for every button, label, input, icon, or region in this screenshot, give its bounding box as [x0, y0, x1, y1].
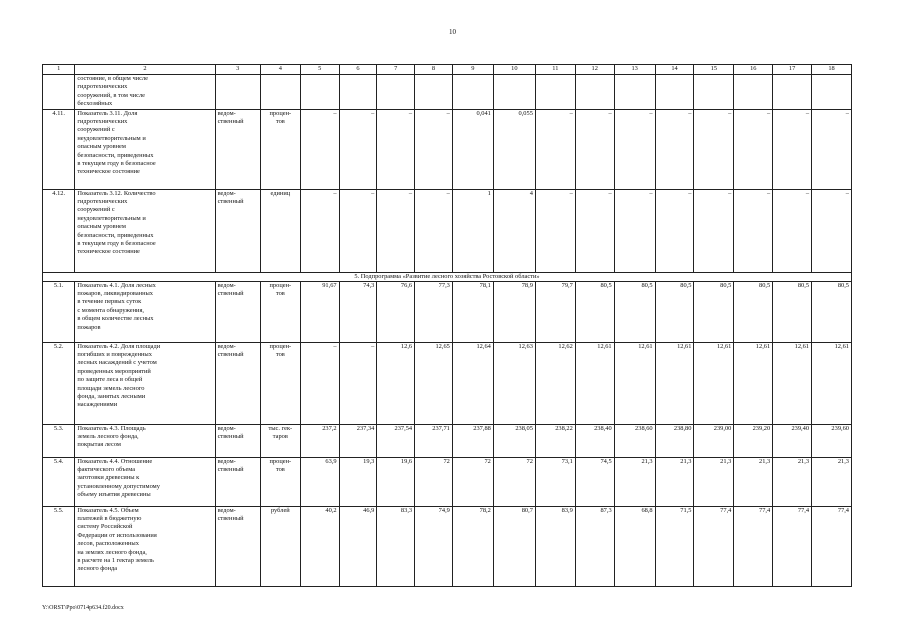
- value-cell: 71,5: [655, 506, 694, 586]
- value-cell: 77,4: [773, 506, 812, 586]
- value-cell: 237,2: [300, 424, 339, 457]
- section-title: 5. Подпрограмма «Развитие лесного хозяйства Ростовской области»: [43, 272, 852, 281]
- value-cell: –: [812, 189, 852, 272]
- indicator-type-cell: ведом- ственный: [215, 342, 260, 424]
- value-cell: 79,7: [535, 281, 575, 342]
- value-cell: 77,4: [694, 506, 734, 586]
- value-cell: 12,6: [377, 342, 415, 424]
- column-number-cell: 2: [75, 65, 215, 75]
- value-cell: 76,6: [377, 281, 415, 342]
- column-number-cell: 4: [260, 65, 300, 75]
- indicator-name-cell: Показатель 4.2. Доля площади погибших и поврежденных лесных насаждений с учетом проведенных мероприятий по защите леса в общей площади земель лесного фонда, занятых лесными насаждениями: [75, 342, 215, 424]
- value-cell: 0,041: [452, 109, 493, 189]
- value-cell: 12,65: [415, 342, 453, 424]
- value-cell: 80,5: [614, 281, 655, 342]
- value-cell: –: [773, 109, 812, 189]
- value-cell: [535, 75, 575, 110]
- value-cell: 87,3: [575, 506, 614, 586]
- value-cell: 0,055: [493, 109, 535, 189]
- indicator-type-cell: ведом- ственный: [215, 424, 260, 457]
- table-row: [43, 189, 852, 272]
- table-body: [43, 65, 852, 587]
- unit-cell: [260, 75, 300, 110]
- value-cell: –: [535, 109, 575, 189]
- value-cell: –: [694, 189, 734, 272]
- value-cell: 239,60: [812, 424, 852, 457]
- value-cell: 239,00: [694, 424, 734, 457]
- value-cell: 238,60: [614, 424, 655, 457]
- header-row: [43, 65, 852, 75]
- column-number-cell: 8: [415, 65, 453, 75]
- value-cell: –: [734, 109, 773, 189]
- column-number-cell: 18: [812, 65, 852, 75]
- value-cell: –: [655, 109, 694, 189]
- value-cell: 238,80: [655, 424, 694, 457]
- value-cell: 72: [493, 457, 535, 506]
- value-cell: 12,61: [614, 342, 655, 424]
- value-cell: 12,63: [493, 342, 535, 424]
- unit-cell: единиц: [260, 189, 300, 272]
- value-cell: 78,1: [452, 281, 493, 342]
- value-cell: –: [614, 189, 655, 272]
- value-cell: 68,8: [614, 506, 655, 586]
- column-number-cell: 7: [377, 65, 415, 75]
- unit-cell: процен- тов: [260, 281, 300, 342]
- indicator-type-cell: ведом- ственный: [215, 506, 260, 586]
- value-cell: 21,3: [812, 457, 852, 506]
- indicator-type-cell: [215, 75, 260, 110]
- value-cell: 12,61: [694, 342, 734, 424]
- value-cell: –: [377, 189, 415, 272]
- value-cell: 78,2: [452, 506, 493, 586]
- value-cell: 80,5: [655, 281, 694, 342]
- value-cell: 12,61: [655, 342, 694, 424]
- footer-file-path: Y:\ORST\Ppo\0714p634.f20.docx: [42, 605, 124, 611]
- value-cell: [773, 75, 812, 110]
- indicator-name-cell: Показатель 4.5. Объем платежей в бюджетную систему Российской Федерации от использования лесов, расположенных на землях лесного фонда, в расчете на 1 гектар земель лесного фонда: [75, 506, 215, 586]
- column-number-cell: 17: [773, 65, 812, 75]
- value-cell: –: [773, 189, 812, 272]
- value-cell: 83,3: [377, 506, 415, 586]
- value-cell: 80,5: [694, 281, 734, 342]
- section-row: [43, 272, 852, 281]
- row-number-cell: [43, 75, 75, 110]
- value-cell: 77,4: [734, 506, 773, 586]
- value-cell: 21,3: [734, 457, 773, 506]
- column-number-cell: 1: [43, 65, 75, 75]
- row-number-cell: 4.11.: [43, 109, 75, 189]
- value-cell: –: [575, 109, 614, 189]
- value-cell: [655, 75, 694, 110]
- indicators-table: [42, 64, 852, 587]
- indicator-name-cell: Показатель 4.4. Отношение фактического объема заготовки древесины к установленному допустимому объему изъятия древесины: [75, 457, 215, 506]
- value-cell: 21,3: [773, 457, 812, 506]
- column-number-cell: 15: [694, 65, 734, 75]
- column-number-cell: 5: [300, 65, 339, 75]
- value-cell: 74,9: [415, 506, 453, 586]
- row-number-cell: 5.5.: [43, 506, 75, 586]
- value-cell: –: [415, 109, 453, 189]
- page-number: 10: [449, 28, 456, 36]
- column-number-cell: 6: [339, 65, 377, 75]
- value-cell: –: [300, 189, 339, 272]
- indicator-type-cell: ведом- ственный: [215, 189, 260, 272]
- value-cell: 19,3: [339, 457, 377, 506]
- indicator-name-cell: Показатель 3.11. Доля гидротехнических сооружений с неудовлетворительным и опасным уровнем безопасности, приведенных в текущем году в безопасное техническое состояние: [75, 109, 215, 189]
- column-number-cell: 11: [535, 65, 575, 75]
- value-cell: –: [339, 342, 377, 424]
- unit-cell: рублей: [260, 506, 300, 586]
- value-cell: 91,67: [300, 281, 339, 342]
- table-row: [43, 457, 852, 506]
- value-cell: 40,2: [300, 506, 339, 586]
- value-cell: 21,3: [614, 457, 655, 506]
- value-cell: 239,20: [734, 424, 773, 457]
- value-cell: 238,05: [493, 424, 535, 457]
- column-number-cell: 14: [655, 65, 694, 75]
- value-cell: 238,22: [535, 424, 575, 457]
- value-cell: 77,3: [415, 281, 453, 342]
- value-cell: –: [575, 189, 614, 272]
- table-row: [43, 342, 852, 424]
- column-number-cell: 10: [493, 65, 535, 75]
- table-row: [43, 424, 852, 457]
- unit-cell: процен- тов: [260, 109, 300, 189]
- unit-cell: процен- тов: [260, 457, 300, 506]
- table-row: [43, 75, 852, 110]
- value-cell: –: [339, 189, 377, 272]
- value-cell: 12,64: [452, 342, 493, 424]
- column-number-cell: 16: [734, 65, 773, 75]
- value-cell: –: [339, 109, 377, 189]
- value-cell: 72: [415, 457, 453, 506]
- value-cell: 237,71: [415, 424, 453, 457]
- value-cell: –: [300, 342, 339, 424]
- indicator-type-cell: ведом- ственный: [215, 457, 260, 506]
- value-cell: 78,9: [493, 281, 535, 342]
- table-row: [43, 506, 852, 586]
- value-cell: [734, 75, 773, 110]
- row-number-cell: 5.4.: [43, 457, 75, 506]
- indicator-name-cell: Показатель 3.12. Количество гидротехнических сооружений с неудовлетворительным и опасным уровнем безопасности, приведенных в текущем году в безопасное техническое состояние: [75, 189, 215, 272]
- value-cell: [812, 75, 852, 110]
- value-cell: [493, 75, 535, 110]
- value-cell: 80,7: [493, 506, 535, 586]
- value-cell: 12,61: [734, 342, 773, 424]
- value-cell: 238,40: [575, 424, 614, 457]
- value-cell: 74,5: [575, 457, 614, 506]
- value-cell: [339, 75, 377, 110]
- value-cell: 12,62: [535, 342, 575, 424]
- value-cell: –: [377, 109, 415, 189]
- indicator-type-cell: ведом- ственный: [215, 281, 260, 342]
- column-number-cell: 13: [614, 65, 655, 75]
- value-cell: [614, 75, 655, 110]
- value-cell: 80,5: [734, 281, 773, 342]
- value-cell: –: [535, 189, 575, 272]
- value-cell: 63,9: [300, 457, 339, 506]
- value-cell: [452, 75, 493, 110]
- value-cell: 12,61: [773, 342, 812, 424]
- value-cell: –: [415, 189, 453, 272]
- value-cell: 237,54: [377, 424, 415, 457]
- row-number-cell: 4.12.: [43, 189, 75, 272]
- value-cell: –: [655, 189, 694, 272]
- value-cell: 77,4: [812, 506, 852, 586]
- value-cell: 80,5: [773, 281, 812, 342]
- value-cell: 1: [452, 189, 493, 272]
- indicator-name-cell: Показатель 4.1. Доля лесных пожаров, ликвидированных в течение первых суток с момента обнаружения, в общем количестве лесных пожаров: [75, 281, 215, 342]
- value-cell: [415, 75, 453, 110]
- value-cell: [377, 75, 415, 110]
- value-cell: 72: [452, 457, 493, 506]
- value-cell: –: [694, 109, 734, 189]
- unit-cell: процен- тов: [260, 342, 300, 424]
- value-cell: 83,9: [535, 506, 575, 586]
- value-cell: 4: [493, 189, 535, 272]
- value-cell: 80,5: [575, 281, 614, 342]
- value-cell: 19,6: [377, 457, 415, 506]
- row-number-cell: 5.2.: [43, 342, 75, 424]
- value-cell: –: [300, 109, 339, 189]
- value-cell: 21,3: [694, 457, 734, 506]
- value-cell: 12,61: [812, 342, 852, 424]
- value-cell: 237,34: [339, 424, 377, 457]
- row-number-cell: 5.1.: [43, 281, 75, 342]
- value-cell: 73,1: [535, 457, 575, 506]
- value-cell: –: [734, 189, 773, 272]
- value-cell: [694, 75, 734, 110]
- value-cell: –: [812, 109, 852, 189]
- value-cell: 46,9: [339, 506, 377, 586]
- value-cell: 74,3: [339, 281, 377, 342]
- value-cell: 12,61: [575, 342, 614, 424]
- value-cell: 239,40: [773, 424, 812, 457]
- value-cell: 21,3: [655, 457, 694, 506]
- indicator-name-cell: Показатель 4.3. Площадь земель лесного фонда, покрытая лесом: [75, 424, 215, 457]
- indicator-name-cell: состояние, в общем числе гидротехнических сооружений, в том числе бесхозяйных: [75, 75, 215, 110]
- value-cell: –: [614, 109, 655, 189]
- value-cell: 237,88: [452, 424, 493, 457]
- value-cell: [575, 75, 614, 110]
- row-number-cell: 5.3.: [43, 424, 75, 457]
- value-cell: 80,5: [812, 281, 852, 342]
- column-number-cell: 9: [452, 65, 493, 75]
- indicator-type-cell: ведом- ственный: [215, 109, 260, 189]
- table-row: [43, 109, 852, 189]
- column-number-cell: 12: [575, 65, 614, 75]
- value-cell: [300, 75, 339, 110]
- unit-cell: тыс. гек- таров: [260, 424, 300, 457]
- column-number-cell: 3: [215, 65, 260, 75]
- table-row: [43, 281, 852, 342]
